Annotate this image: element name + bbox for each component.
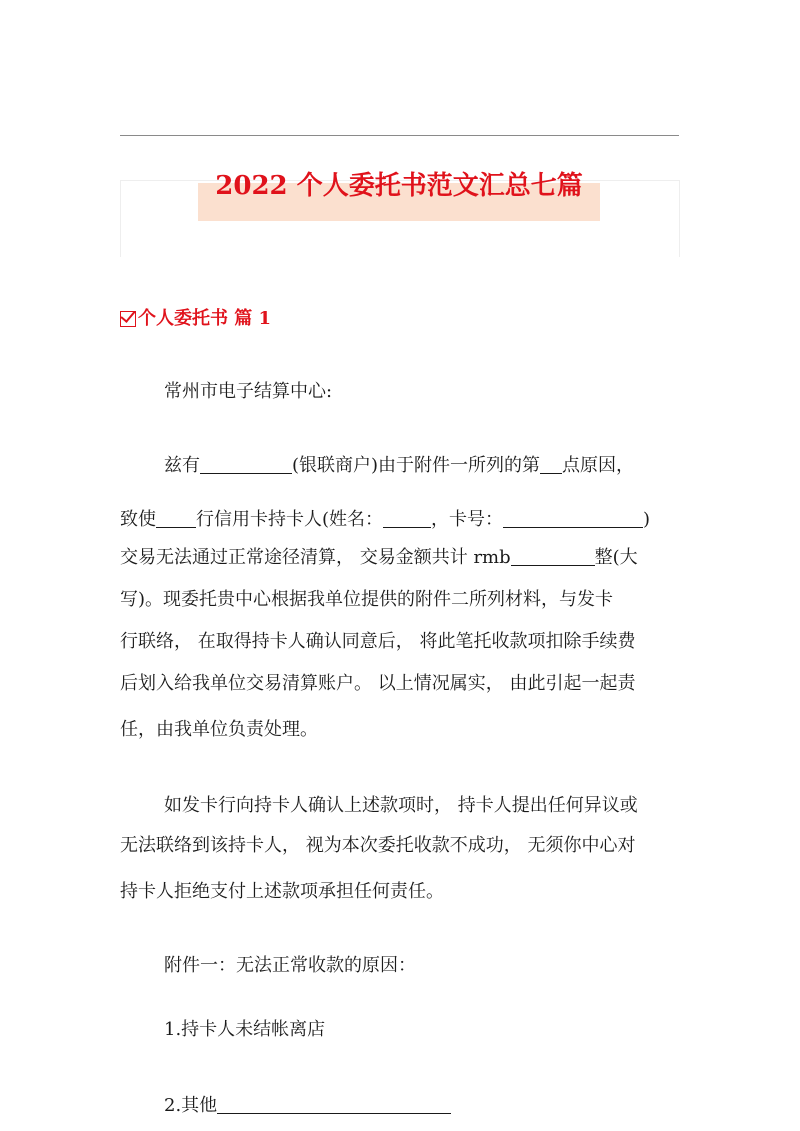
paragraph-1-line-1: 兹有 (银联商户)由于附件一所列的第 点原因， xyxy=(120,448,686,484)
paragraph-1-line-4: 写)。现委托贵中心根据我单位提供的附件二所列材料，与发卡 xyxy=(120,589,614,610)
header-rule xyxy=(120,135,679,136)
paragraph-1-line-6: 后划入给我单位交易清算账户。 以上情况属实， 由此引起一起责 xyxy=(120,673,636,694)
salutation: 常州市电子结算中心: xyxy=(164,381,333,402)
name-blank xyxy=(383,505,431,528)
amount-blank xyxy=(511,543,595,566)
reason-number-blank xyxy=(540,451,562,474)
checkbox-icon xyxy=(120,311,136,327)
bank-blank xyxy=(156,505,196,528)
list-item-1: 1.持卡人未结帐离店 xyxy=(164,1019,326,1040)
card-number-blank xyxy=(503,505,643,528)
list-item-2: 2.其他 xyxy=(120,1088,686,1124)
paragraph-2-line-2: 无法联络到该持卡人， 视为本次委托收款不成功， 无须你中心对 xyxy=(120,835,636,856)
paragraph-2-line-3: 持卡人拒绝支付上述款项承担任何责任。 xyxy=(120,881,444,902)
document-title: 2022 个人委托书范文汇总七篇 xyxy=(215,171,583,201)
section-heading-text: 个人委托书 篇 1 xyxy=(138,308,272,329)
paragraph-2-line-1: 如发卡行向持卡人确认上述款项时， 持卡人提出任何异议或 xyxy=(164,795,638,816)
merchant-blank xyxy=(200,451,292,474)
paragraph-1-line-5: 行联络， 在取得持卡人确认同意后， 将此笔托收款项扣除手续费 xyxy=(120,631,636,652)
section-heading xyxy=(120,304,271,334)
paragraph-1-line-7: 任，由我单位负责处理。 xyxy=(120,719,318,740)
other-reason-blank xyxy=(217,1091,451,1114)
paragraph-1-line-2: 致使 行信用卡持卡人(姓名： ，卡号： ) xyxy=(120,502,686,538)
attachment-heading: 附件一：无法正常收款的原因： xyxy=(164,955,416,976)
paragraph-1-line-3: 交易无法通过正常途径清算， 交易金额共计 rmb 整(大 xyxy=(120,540,686,576)
